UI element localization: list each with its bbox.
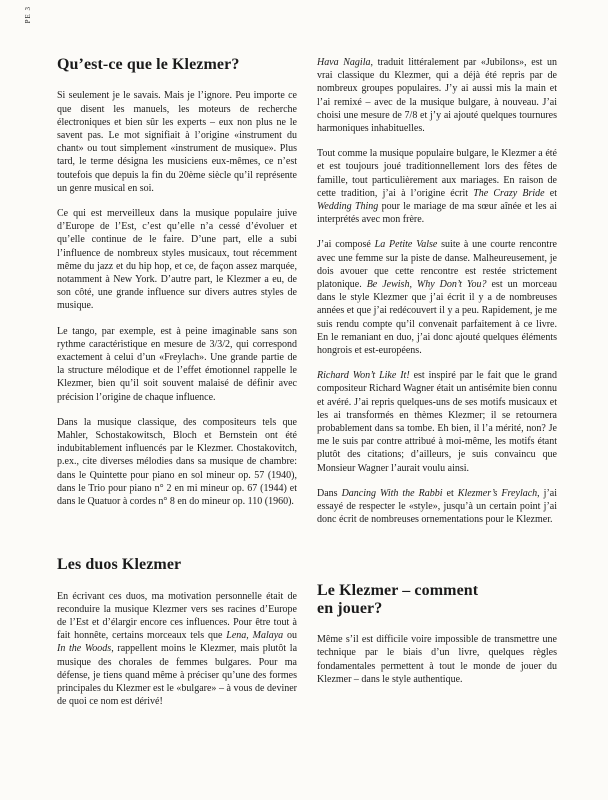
section-what-is-klezmer — [57, 89, 297, 508]
text-run: est inspiré par le fait que le grand compositeur Richard Wagner était un antisémite bien connu et avéré. J’ai repris quelques-uns de ses motifs musicaux et les ai transformés en thèmes Klezmer; il se retournera probablement dans sa tombe. Eh bien, il l’a mérité, non? Je me le suis par contre attribué à moi-même, les motifs étant plutôt des citations; d’ailleurs, je suis convaincu que Monsieur Wagner l’aurait voulu ainsi. — [317, 370, 557, 474]
text-run: Dans — [317, 487, 342, 499]
text-run: Ce qui est merveilleux dans la musique populaire juive d’Europe de l’Est, c’est qu’elle n’a cessé d’évoluer et qu’elle continue de le faire. D’une part, elle a subi l’influence de nombreux styles musicaux, tout récemment même du jazz et du hip hop, et ce, de façon assez marquée, notamment à New York. D’autre part, le Klezmer a eu, de son côté, une grande influence sur divers autres styles de musique. — [57, 208, 297, 312]
text-run: Si seulement je le savais. Mais je l’ignore. Peu importe ce que disent les manuels, les moteurs de recherche électroniques et bien sûr les experts – eux non plus ne le savent pas. Le mot signifiait à l’origine «instrument du chant» ou tout simplement «instrument de musique». Plus tard, le terme désigna les musiciens eux-mêmes, ce n’est toutefois que depuis la fin du 20ème siècle qu’il représente un genre musical en soi. — [57, 90, 297, 194]
left-column — [57, 56, 297, 709]
section-comment-en-jouer — [317, 633, 557, 686]
section-les-duos-klezmer — [57, 590, 297, 709]
paragraph — [57, 207, 297, 313]
section-pieces-description — [317, 56, 557, 527]
text-run: pour le mariage de ma sœur aînée et les ai interprétés avec mon frère. — [317, 201, 558, 226]
text-run: suite à une courte rencontre avec une femme sur la piste de danse. Malheureusement, je dois avouer que cette rencontre est restée strictement platonique. — [317, 239, 557, 291]
text-run: En écrivant ces duos, ma motivation personnelle était de reconduire la musique Klezmer vers ses racines d’Europe de l’Est et d’élargir encore ces influences. Pour être tout à fait honnête, certains morceaux tels que — [57, 590, 297, 642]
piece-title-italic: Wedding Thing — [317, 201, 379, 213]
text-run: Tout comme la musique populaire bulgare, le Klezmer a été et est toujours joué traditionnellement lors des fêtes de famille, tout particulièrement aux mariages. En raison de cette tradition, j’ai à l’origine écrit — [317, 148, 557, 199]
piece-title-italic: In the Woods — [57, 643, 112, 655]
text-run: et — [544, 187, 558, 199]
text-run: , rappellent moins le Klezmer, mais plutôt la musique des chorales de femmes bulgares. Pour ma défense, je tiens quand même à préciser qu’une des formes principales du Klezmer est le «bulgare» – à vous de deviner de quoi ce nom est dérivé! — [57, 643, 298, 708]
paragraph — [57, 89, 297, 195]
heading-les-duos-klezmer: Les duos Klezmer — [57, 556, 182, 574]
piece-title-italic: Richard Won’t Like It! — [317, 370, 410, 382]
paragraph — [317, 633, 557, 686]
paragraph — [317, 369, 557, 475]
piece-title-italic: Dancing With the Rabbi — [341, 487, 443, 499]
paragraph — [317, 487, 557, 527]
paragraph — [57, 416, 297, 508]
paragraph — [317, 56, 557, 135]
piece-title-italic: The Crazy Bride — [473, 187, 545, 199]
right-column — [317, 56, 557, 709]
piece-title-italic: Lena, Malaya — [226, 630, 284, 642]
heading-what-is-klezmer: Qu’est-ce que le Klezmer? — [57, 56, 240, 73]
paragraph — [57, 590, 297, 709]
paragraph — [317, 238, 557, 357]
heading-comment-en-jouer: Le Klezmer – comment en jouer? — [317, 581, 479, 617]
text-run: J’ai composé — [317, 239, 375, 251]
two-column-layout — [57, 56, 557, 709]
text-run: est un morceau dans le style Klezmer que j’ai écrit il y a de nombreuses années et que j’ai redécouvert il y a peu. Rapidement, je me suis rendu compte qu’il convenait parfaitement à ce livre. En le remaniant en duo, j’ai donc ajouté quelques éléments hongrois et est-européens. — [317, 279, 557, 357]
paragraph — [317, 147, 557, 226]
piece-title-italic: La Petite Valse — [374, 239, 438, 251]
piece-title-italic: Hava Nagila — [317, 57, 371, 68]
text-run: et — [442, 487, 458, 499]
piece-title-italic: Klezmer’s Freylach — [457, 487, 538, 499]
text-run: ou — [283, 630, 297, 642]
text-run: Le tango, par exemple, est à peine imaginable sans son rythme caractéristique en mesure de 3/3/2, qui correspond exactement à celui d’un «Freylach». Une grande partie de la structure mélodique et de l’effet émotionnel rappelle le Klezmer, bien qu’il soit souvent malaisé de définir avec précision l’origine de chaque influence. — [57, 325, 297, 403]
text-run: , j’ai essayé de respecter le «style», jusqu’à un certain point j’ai donc écrit de nombreuses ornementations pour le Klezmer. — [317, 487, 557, 526]
paragraph — [57, 325, 297, 404]
text-run: Dans la musique classique, des compositeurs tels que Mahler, Schostakowitsch, Bloch et Bernstein ont été indubitablement influencés par le Klezmer. Chostakovitch, p.ex., cite diverses mélodies dans sa musique de chambre: dans le Quintette pour piano en sol mineur op. 57 (1940), dans le Trio pour piano n° 2 en mi mineur op. 67 (1944) et dans le Quatuor à cordes n° 8 en do mineur op. 110 (1960). — [57, 416, 297, 508]
piece-title-italic: Be Jewish, Why Don’t You? — [366, 279, 487, 291]
text-run: , traduit littéralement par «Jubilons», est un vrai classique du Klezmer, qui a déjà été repris par de nombreux groupes populaires. J’y ai aussi mis la main et l’ai remixé – avec de la musique bulgare, à nouveau. J’ai choisi une mesure de 7/8 et j’y ai ajouté quelques tournures harmoniques inhabituelles. — [317, 57, 557, 135]
text-run: Même s’il est difficile voire impossible de transmettre une technique par le biais d’un livre, quelques règles fondamentales permettent à tout le monde de jouer du Klezmer – dans le style authentique. — [317, 634, 557, 685]
plate-number-mark: PE 3 — [24, 6, 32, 24]
